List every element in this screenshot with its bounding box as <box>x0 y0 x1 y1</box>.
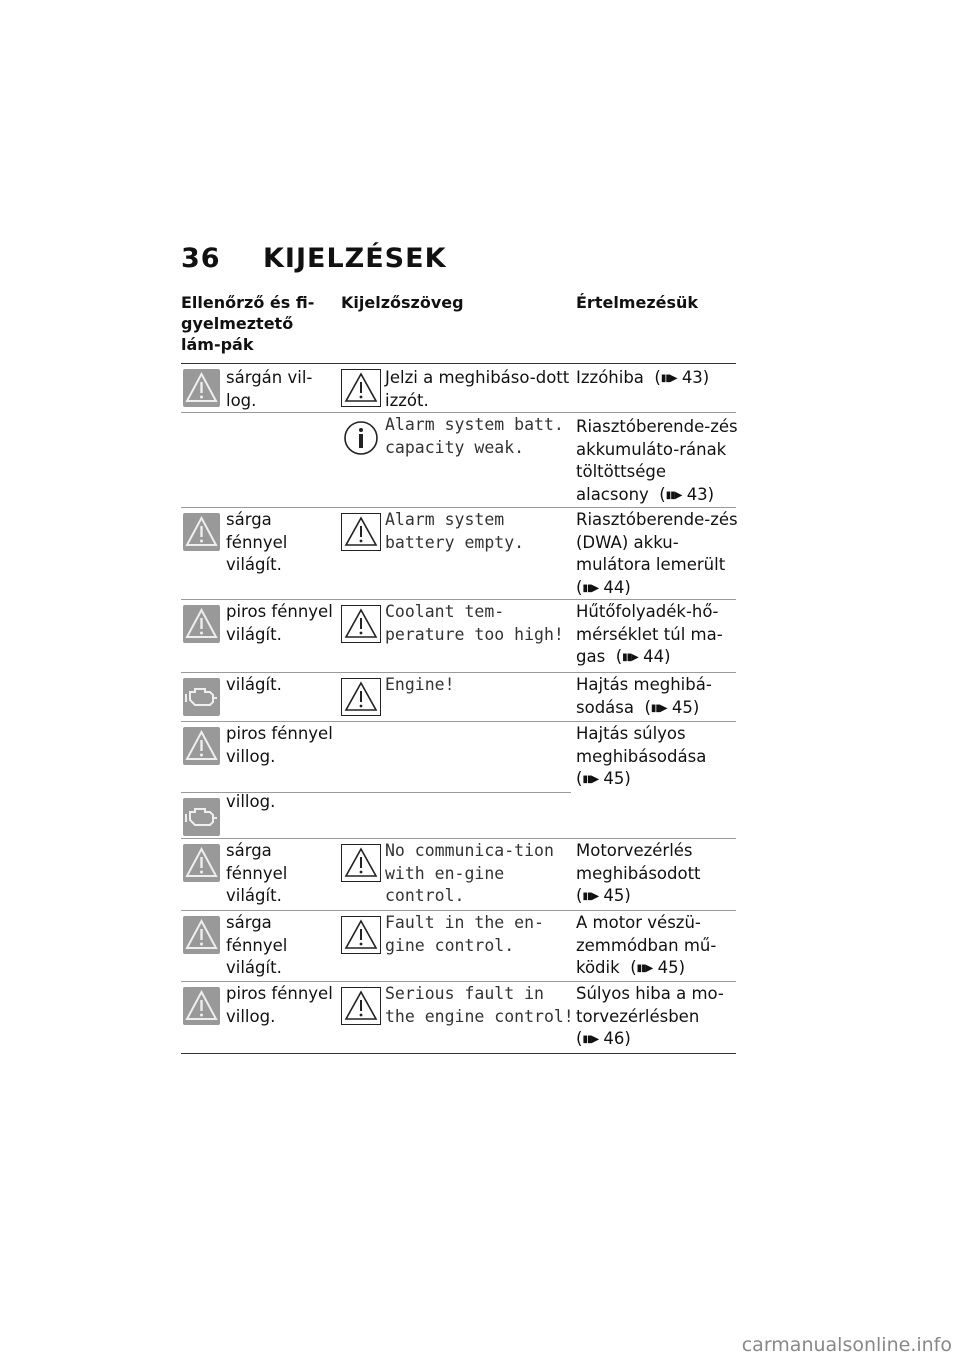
lamp-state: sárga fénnyel világít. <box>226 510 288 574</box>
lamp-state: piros fénnyel világít. <box>226 602 333 644</box>
watermark: carmanualsonline.info <box>741 1334 952 1356</box>
meaning: Hűtőfolyadék-hő-mérséklet túl ma-gas (▮▮▶ 44) <box>576 602 723 666</box>
page-reference[interactable]: (▮▮▶ 45) <box>644 697 700 717</box>
table-bottom-rule <box>181 1053 736 1054</box>
page-reference[interactable]: (▮▮▶ 43) <box>654 368 710 387</box>
warning-triangle-icon <box>341 513 381 551</box>
meaning: Hajtás súlyos meghibásodása (▮▮▶ 45) <box>576 724 707 788</box>
display-text: Engine! <box>385 675 455 694</box>
warning-triangle-icon <box>183 987 220 1025</box>
lamp-state: sárga fénnyel világít. <box>226 841 288 905</box>
lamp-state: világít. <box>226 675 282 694</box>
warning-triangle-icon <box>183 369 220 407</box>
engine-icon <box>183 798 220 836</box>
page-reference[interactable]: (▮▮▶ 46) <box>576 1029 631 1048</box>
page-reference[interactable]: (▮▮▶ 45) <box>630 958 686 977</box>
table-top-rule <box>181 363 736 364</box>
column-header-meaning: Értelmezésük <box>576 293 699 312</box>
meaning: Riasztóberende-zés (DWA) akku-mulátora lemerült (▮▮▶ 44) <box>576 510 738 597</box>
page-number: 36 <box>181 243 221 274</box>
reference-arrow-icon: ▮▮▶ <box>582 891 599 902</box>
warning-triangle-icon <box>341 844 381 882</box>
warning-triangle-icon <box>341 916 381 954</box>
row-divider <box>181 412 736 413</box>
lamp-state: piros fénnyel villog. <box>226 724 333 766</box>
page-reference[interactable]: (▮▮▶ 45) <box>576 769 631 788</box>
warning-triangle-icon <box>341 369 381 407</box>
reference-arrow-icon: ▮▮▶ <box>650 702 667 714</box>
meaning: A motor vészü-zemmódban mű-ködik (▮▮▶ 45) <box>576 913 717 977</box>
display-text: Serious fault in the engine control! <box>385 984 574 1026</box>
meaning: Hajtás meghibá-sodása (▮▮▶ 45) <box>576 675 712 717</box>
display-text: Coolant tem-perature too high! <box>385 602 564 644</box>
row-divider <box>181 672 736 673</box>
reference-arrow-icon: ▮▮▶ <box>636 963 653 974</box>
page-reference[interactable]: (▮▮▶ 43) <box>659 484 715 504</box>
reference-arrow-icon: ▮▮▶ <box>622 652 638 663</box>
page-reference[interactable]: (▮▮▶ 45) <box>576 886 631 905</box>
reference-arrow-icon: ▮▮▶ <box>582 582 599 594</box>
page-reference[interactable]: (▮▮▶ 44) <box>615 647 671 666</box>
row-divider <box>181 721 736 722</box>
page-header <box>181 243 447 274</box>
reference-arrow-icon: ▮▮▶ <box>660 373 677 384</box>
display-text: Jelzi a meghibáso-dott izzót. <box>385 368 570 410</box>
meaning: Izzóhiba (▮▮▶ 43) <box>576 368 710 387</box>
warning-triangle-icon <box>341 678 381 716</box>
engine-icon <box>183 678 220 716</box>
display-text: Fault in the en-gine control. <box>385 913 544 955</box>
column-header-display-text: Kijelzőszöveg <box>341 293 464 312</box>
meaning: Súlyos hiba a mo-torvezérlésben (▮▮▶ 46) <box>576 984 724 1048</box>
reference-arrow-icon: ▮▮▶ <box>582 1034 599 1045</box>
lamp-state: piros fénnyel villog. <box>226 984 333 1026</box>
warning-triangle-icon <box>341 987 381 1025</box>
info-icon <box>341 419 381 457</box>
lamp-state: sárgán vil-log. <box>226 368 313 410</box>
warning-triangle-icon <box>183 513 220 551</box>
meaning: Riasztóberende-zés akkumuláto-rának töltöttsége alacsony (▮▮▶ 43) <box>576 417 738 504</box>
warning-triangle-icon <box>183 605 220 643</box>
warning-triangle-icon <box>183 727 220 765</box>
warning-triangle-icon <box>341 605 381 643</box>
reference-arrow-icon: ▮▮▶ <box>665 489 682 501</box>
page-reference[interactable]: (▮▮▶ 44) <box>576 577 631 597</box>
meaning: Motorvezérlés meghibásodott (▮▮▶ 45) <box>576 841 701 905</box>
column-header-lamps: Ellenőrző és fi-gyelmeztető lám-pák <box>181 293 315 354</box>
row-divider <box>181 910 736 911</box>
lamp-state: villog. <box>226 792 276 811</box>
row-divider <box>181 507 736 508</box>
warning-triangle-icon <box>183 844 220 882</box>
row-divider <box>181 981 736 982</box>
lamp-state: sárga fénnyel világít. <box>226 913 288 977</box>
warning-triangle-icon <box>183 916 220 954</box>
display-text: No communica-tion with en-gine control. <box>385 841 554 905</box>
display-text: Alarm system batt. capacity weak. <box>385 415 564 457</box>
row-divider <box>181 838 736 839</box>
display-text: Alarm system battery empty. <box>385 510 525 552</box>
reference-arrow-icon: ▮▮▶ <box>582 774 599 785</box>
page-title: KIJELZÉSEK <box>263 243 447 274</box>
